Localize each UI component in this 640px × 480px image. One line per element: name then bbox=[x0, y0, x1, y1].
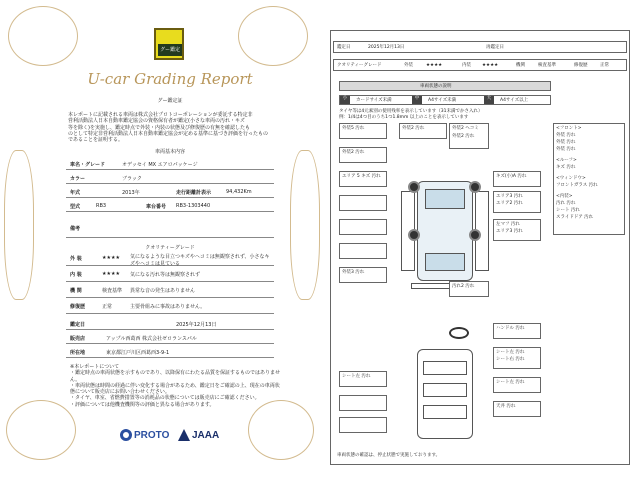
repair-status: 正常 bbox=[102, 304, 113, 310]
engine-note: 異常な音の発生はありません bbox=[130, 288, 196, 294]
side-note: スライドドア 汚れ bbox=[556, 215, 594, 220]
damage-box-right bbox=[449, 123, 489, 149]
side-note: 外装 汚れ bbox=[556, 147, 576, 152]
side-note: フロントガラス 汚れ bbox=[556, 183, 598, 188]
damage-box-right bbox=[493, 219, 541, 241]
badge-label: グー鑑定 bbox=[158, 44, 182, 56]
row-exterior bbox=[66, 252, 274, 266]
intro-line: であることを証明する。 bbox=[68, 137, 124, 143]
header-date-row bbox=[333, 41, 627, 53]
side-note: キズ 汚れ bbox=[556, 165, 576, 170]
year-value: 2013年 bbox=[122, 190, 140, 196]
row-date bbox=[66, 318, 274, 330]
exterior-stars: ★★★★ bbox=[426, 63, 443, 68]
interior-note: ハンドル 汚れ bbox=[496, 326, 525, 331]
exterior-label: 外 装 bbox=[70, 256, 82, 262]
interior-box bbox=[339, 371, 387, 387]
row-model bbox=[66, 158, 274, 170]
size-mid: 中 bbox=[412, 96, 422, 104]
intro-line: 営利活動法人日本自動車鑑定協会の資格保有者が鑑定(小さな車両の汚れ・キズ bbox=[68, 118, 245, 125]
empty-box bbox=[339, 417, 387, 433]
damage-note: 汚れ2 汚れ bbox=[452, 284, 475, 289]
interior-note: シート左 汚れ bbox=[342, 374, 371, 379]
damage-box-left bbox=[339, 243, 387, 259]
disclaimer-line: ※本レポートについて bbox=[70, 364, 120, 370]
interior-note: シート右 汚れ bbox=[496, 357, 525, 362]
interior-stars: ★★★★ bbox=[102, 271, 120, 277]
date-label: 鑑定日 bbox=[337, 45, 351, 50]
interior-note: シート左 汚れ bbox=[496, 350, 525, 355]
repair-label: 修復歴 bbox=[574, 63, 588, 68]
disclaimer-line: ・評価については他機査機関等の評価と異なる場合があります。 bbox=[70, 401, 215, 408]
chassis-value: RB3-1303440 bbox=[176, 203, 211, 209]
chassis-label: 車台番号 bbox=[146, 204, 167, 210]
exterior-label: 外装 bbox=[404, 63, 413, 68]
interior-stars: ★★★★ bbox=[482, 63, 499, 68]
section-title: 車両状態の説明 bbox=[420, 84, 452, 89]
intro-text bbox=[68, 112, 278, 143]
date-value: 2025年12月13日 bbox=[368, 45, 405, 50]
jaaa-logo-text: JAAA bbox=[192, 429, 220, 441]
ornament-bottom-right bbox=[248, 400, 314, 460]
proto-logo bbox=[120, 428, 169, 442]
car-rear-window bbox=[425, 253, 465, 271]
row-address bbox=[66, 346, 274, 358]
mileage-value: 94,432Km bbox=[226, 189, 252, 195]
engine-label: 機関 bbox=[516, 63, 525, 68]
interior-label: 内 装 bbox=[70, 272, 82, 278]
damage-box-left bbox=[339, 147, 387, 163]
engine-value: 検査基準 bbox=[538, 63, 556, 68]
date-label: 鑑定日 bbox=[70, 322, 86, 328]
damage-note: 外装2 汚れ bbox=[342, 150, 365, 155]
size-mid-desc: A4サイズ未満 bbox=[428, 98, 457, 103]
type-label: 型式 bbox=[70, 204, 81, 210]
side-note: <ルーフ> bbox=[556, 158, 577, 163]
damage-note: エリア3 汚れ bbox=[496, 194, 523, 199]
side-note: 外装 汚れ bbox=[556, 133, 576, 138]
interior-box bbox=[493, 377, 541, 393]
reinspect-label: 再鑑定日 bbox=[486, 45, 504, 50]
damage-note: エリア3 汚れ bbox=[496, 229, 523, 234]
size-large-desc: A4サイズ以上 bbox=[500, 98, 529, 103]
proto-mark-icon bbox=[120, 429, 132, 441]
row-color bbox=[66, 172, 274, 184]
row-interior bbox=[66, 268, 274, 282]
interior-note: シート左 汚れ bbox=[496, 380, 525, 385]
wheel-icon bbox=[408, 229, 420, 241]
exterior-stars: ★★★★ bbox=[102, 255, 120, 261]
size-legend bbox=[339, 95, 551, 105]
interior-box bbox=[493, 347, 541, 369]
damage-note: キズ(小)A 汚れ bbox=[496, 174, 527, 179]
damage-box-left bbox=[399, 123, 447, 139]
date-value: 2025年12月13日 bbox=[176, 322, 217, 328]
damage-box-left bbox=[339, 123, 387, 139]
row-type bbox=[66, 200, 274, 212]
vehicle-section-heading: 車両基本内容 bbox=[154, 149, 185, 155]
engine-label: 機 関 bbox=[70, 288, 82, 294]
dealer-value: アップル西葛西 株式会社ゼロランスパル bbox=[106, 336, 197, 342]
ornament-top-right bbox=[238, 6, 308, 66]
damage-note: 左マフ 汚れ bbox=[496, 222, 520, 227]
damage-box-left bbox=[339, 267, 387, 283]
sheet-footer: 車両状態の確認は、停止状態で実施しております。 bbox=[337, 453, 441, 458]
damage-note: 外装2 ヘコミ bbox=[452, 126, 479, 131]
disclaimer bbox=[70, 364, 280, 408]
damage-note: 外装5 汚れ bbox=[342, 126, 365, 131]
side-note: <フロント> bbox=[556, 126, 582, 131]
size-large: 大 bbox=[484, 96, 494, 104]
disclaimer-line: ・タイヤ、車室、省燃費措置等の消耗品の状態については販売店にご確認ください。 bbox=[70, 395, 260, 402]
damage-box-left bbox=[339, 171, 387, 187]
year-label: 年式 bbox=[70, 190, 81, 196]
side-note: シート 汚れ bbox=[556, 208, 580, 213]
disclaimer-line: ・鑑定時点の車両状態を示すものであり、以降保有にわたる品質を保証するものではありません。 bbox=[70, 370, 281, 383]
damage-box-left bbox=[339, 219, 387, 235]
damage-box-left bbox=[339, 195, 387, 211]
grade-label: クオリティーグレード bbox=[337, 63, 382, 68]
proto-logo-text: PROTO bbox=[134, 429, 170, 441]
section-header bbox=[339, 81, 551, 91]
repair-note: 主要骨組みに事故はありません。 bbox=[130, 304, 206, 310]
intro-line: 等を除く)を実施し、鑑定時点で外装・内装の状態及び修復歴の有無を確認したも bbox=[68, 124, 250, 131]
interior-seat-row bbox=[423, 383, 467, 397]
dealer-label: 販売店 bbox=[70, 336, 86, 342]
damage-box-right bbox=[493, 171, 541, 187]
interior-note: 気になる汚れ等は無観察されず bbox=[130, 272, 201, 278]
ornament-bottom-left bbox=[6, 400, 76, 460]
side-note: <ウィンドウ> bbox=[556, 176, 586, 181]
interior-label: 内装 bbox=[462, 63, 471, 68]
ornament-mid-left bbox=[4, 150, 34, 300]
damage-box-right bbox=[449, 281, 489, 297]
side-note: 外装 汚れ bbox=[556, 140, 576, 145]
ornament-top-left bbox=[8, 6, 78, 66]
interior-seat-row bbox=[423, 405, 467, 419]
interior-seat-row bbox=[423, 361, 467, 375]
quality-section-heading: クオリティーグレード bbox=[145, 245, 195, 251]
goo-badge bbox=[154, 28, 184, 60]
damage-note: 外装2 汚れ bbox=[452, 134, 475, 139]
exterior-note: 気になるような目立つキズやヘコミは無観察されず、小さなキズやヘコミは見ている bbox=[130, 254, 270, 267]
color-label: カラー bbox=[70, 176, 86, 182]
row-year bbox=[66, 186, 274, 198]
repair-value: 正常 bbox=[600, 63, 609, 68]
intro-line: のとして特定非営利活動法人日本自動車鑑定協会が定める基準に基づき評価を行ったもの bbox=[68, 130, 269, 137]
steering-wheel-icon bbox=[449, 327, 469, 339]
row-engine bbox=[66, 284, 274, 298]
side-note: 汚れ 汚れ bbox=[556, 201, 576, 206]
damage-note: エリア2 汚れ bbox=[496, 201, 523, 206]
disclaimer-line: ・車両状態は時間の経過に伴い変化する場合があるため、鑑定日をご確認の上、現在の車両状態について販売店にお問い合わせください。 bbox=[70, 382, 280, 395]
note-line: 例：1/4は4つ目のうち1つ1.8mm 以上のことを表示しています bbox=[339, 115, 469, 120]
color-value: ブラック bbox=[122, 176, 142, 182]
damage-box-right bbox=[493, 191, 541, 213]
interior-box bbox=[493, 323, 541, 339]
address-label: 所在地 bbox=[70, 350, 86, 356]
model-label: 車名・グレード bbox=[70, 162, 106, 168]
row-dealer bbox=[66, 332, 274, 344]
damage-note: 外装2 汚れ bbox=[402, 126, 425, 131]
engine-status: 検査基準 bbox=[102, 288, 123, 294]
row-repair bbox=[66, 300, 274, 314]
empty-box bbox=[339, 395, 387, 411]
row-notes bbox=[66, 222, 274, 238]
model-value: オデッセイ MX エアロパッケージ bbox=[122, 162, 198, 168]
header-grade-row bbox=[333, 59, 627, 71]
wheel-icon bbox=[408, 181, 420, 193]
notes-label: 備考 bbox=[70, 226, 81, 232]
damage-note: 外装3 汚れ bbox=[342, 270, 365, 275]
type-value: RB3 bbox=[96, 203, 107, 209]
size-small: 小 bbox=[340, 96, 350, 104]
wheel-icon bbox=[469, 181, 481, 193]
side-notes-panel bbox=[553, 123, 625, 235]
wheel-icon bbox=[469, 229, 481, 241]
damage-note: エリア 5 キズ 汚れ bbox=[342, 174, 381, 179]
size-small-desc: カードサイズ未満 bbox=[356, 98, 392, 103]
mileage-label: 走行距離計表示 bbox=[176, 190, 212, 196]
jaaa-mark-icon bbox=[178, 429, 190, 441]
note-line: タイヤ等は4元素別の使用残率を表示しています（31未満でかさ入れ） bbox=[339, 109, 483, 114]
repair-label: 修復歴 bbox=[70, 304, 86, 310]
jaaa-logo bbox=[178, 428, 219, 442]
side-note: <内装> bbox=[556, 194, 573, 199]
intro-line: 本レポートに記載される車両は株式会社プロトコーポレーションが委託する特定非 bbox=[68, 112, 253, 118]
report-title: U-car Grading Report bbox=[87, 70, 253, 88]
interior-note: 天井 汚れ bbox=[496, 404, 516, 409]
address-value: 東京都江戸川区西葛西3-9-1 bbox=[106, 350, 170, 356]
car-windshield bbox=[425, 189, 465, 209]
report-subtitle: グー鑑定証 bbox=[157, 98, 183, 104]
interior-box bbox=[493, 401, 541, 417]
ornament-mid-right bbox=[290, 150, 320, 300]
condition-check-sheet bbox=[330, 30, 630, 465]
